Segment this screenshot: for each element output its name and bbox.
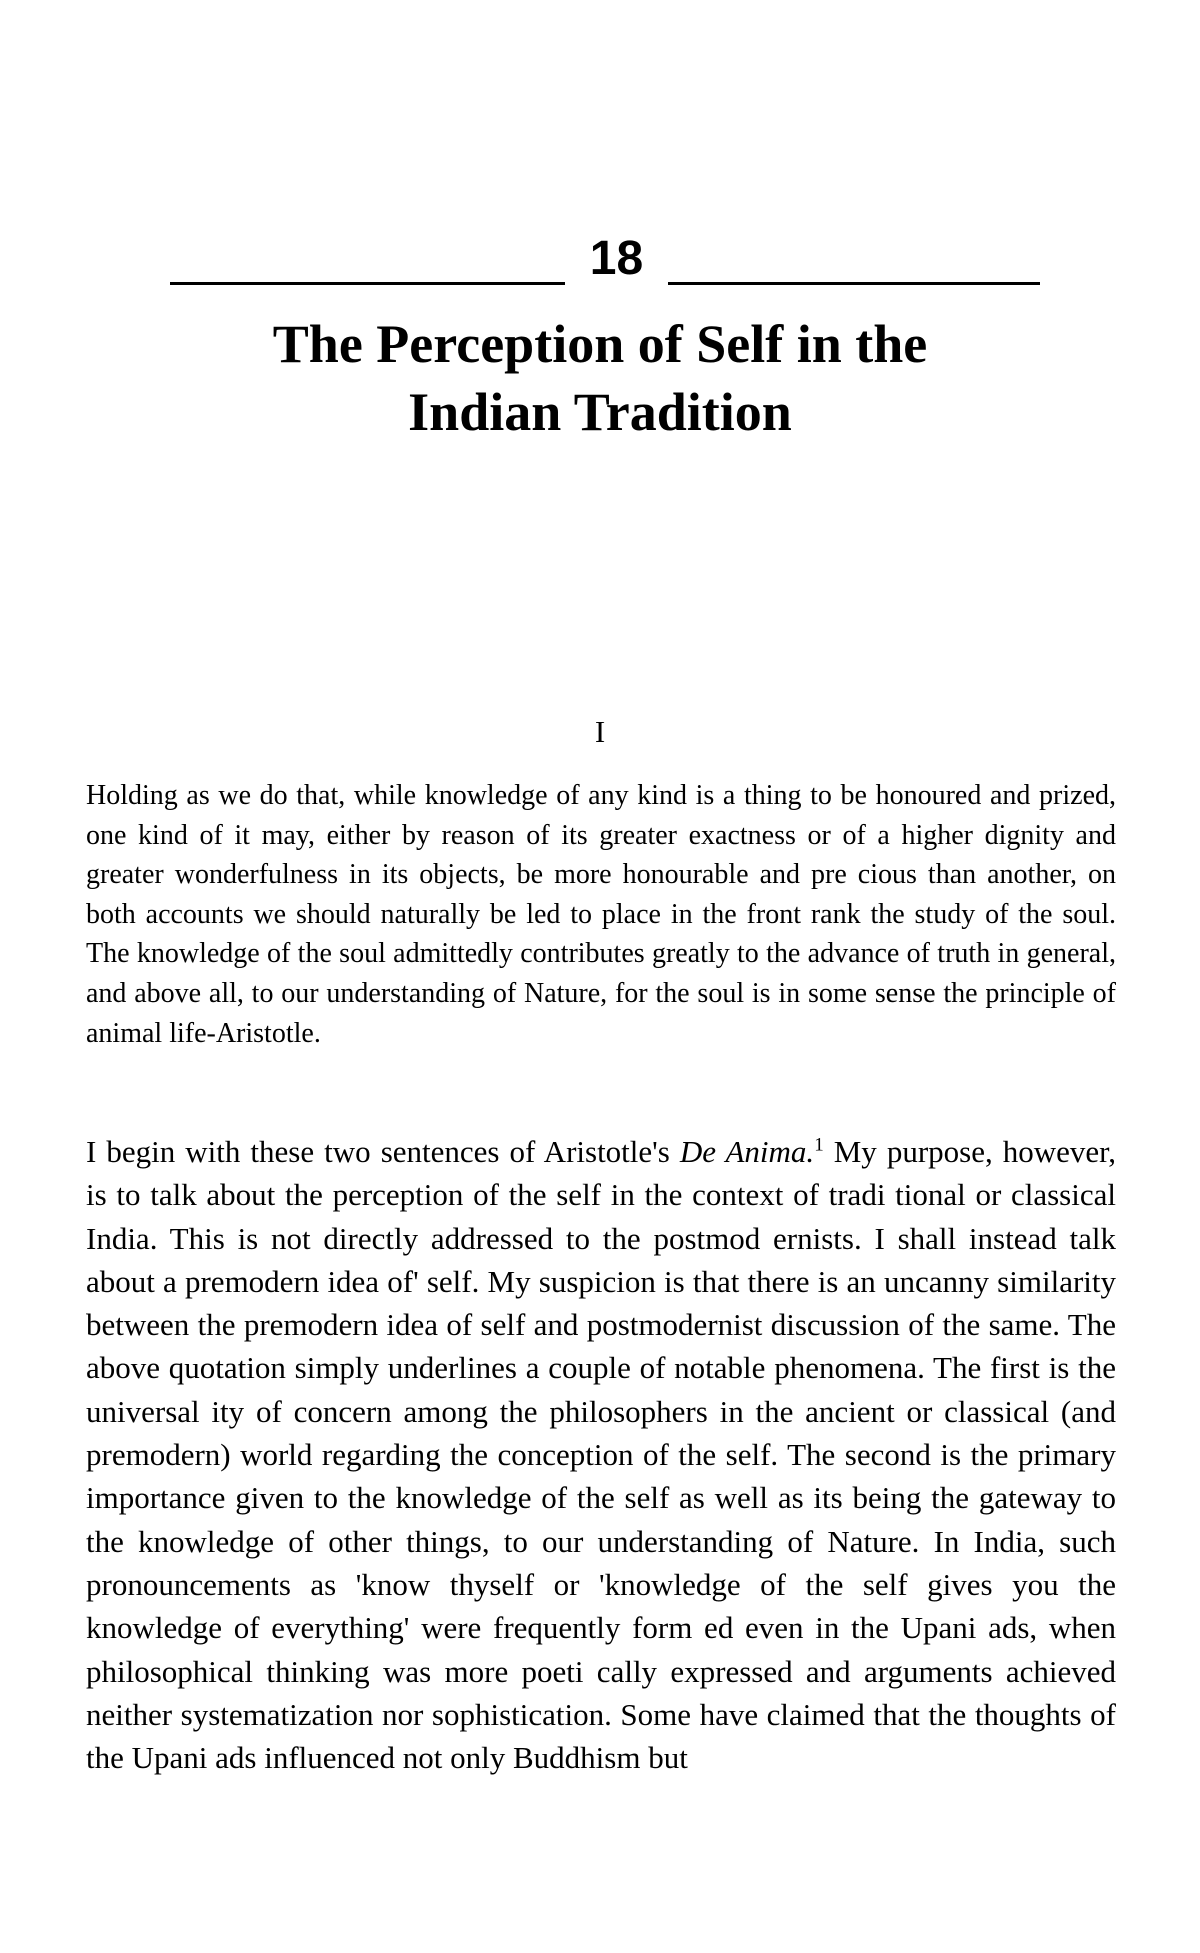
right-rule xyxy=(668,282,1040,285)
left-rule xyxy=(170,282,565,285)
epigraph-quotation: Holding as we do that, while knowledge of any kind is a thing to be honoured and prized, one kind of it may, either by reason of its greater exactness or of a higher dignity and greater wonderfulness in its objects, be more honourable and pre cious than another, on both accounts we should naturally be led to place in the front rank the study of the soul. The knowledge of the soul admittedly contributes greatly to the advance of truth in general, and above all, to our understanding of Nature, for the soul is in some sense the principle of animal life-Aristotle. xyxy=(86,780,1116,1049)
cited-work-title: De Anima. xyxy=(679,1134,815,1169)
body-paragraph xyxy=(86,1130,1116,1779)
chapter-title-line-2: Indian Tradition xyxy=(408,382,792,442)
footnote-reference[interactable]: 1 xyxy=(814,1134,824,1156)
chapter-heading xyxy=(0,230,1200,290)
body-text: My purpose, however, is to talk about the perception of the self in the context of tradi tional or classical India. This is not directly addressed to the postmod ernists. I shall instead talk about a premodern idea of' self. My suspicion is that there is an uncanny similarity between the premodern idea of self and postmodernist discussion of the same. The above quotation simply underlines a couple of notable phenomena. The first is the universal ity of concern among the philosophers in the ancient or classical (and premodern) world regarding the conception of the self. The second is the primary importance given to the knowledge of the self as well as its being the gateway to the knowledge of other things, to our understanding of Nature. In India, such pronouncements as 'know thyself or 'knowledge of the self gives you the knowledge of everything' were frequently form ed even in the Upani ads, when philosophical thinking was more poeti cally expressed and arguments achieved neither systematization nor sophistication. Some have claimed that the thoughts of the Upani ads influenced not only Buddhism but xyxy=(86,1134,1117,1776)
chapter-title-line-1: The Perception of Self in the xyxy=(272,314,928,374)
chapter-title xyxy=(150,310,1050,446)
body-intro: I begin with these two sentences of Aristotle's xyxy=(86,1134,670,1169)
section-numeral: I xyxy=(594,714,606,749)
chapter-number: 18 xyxy=(589,232,644,285)
